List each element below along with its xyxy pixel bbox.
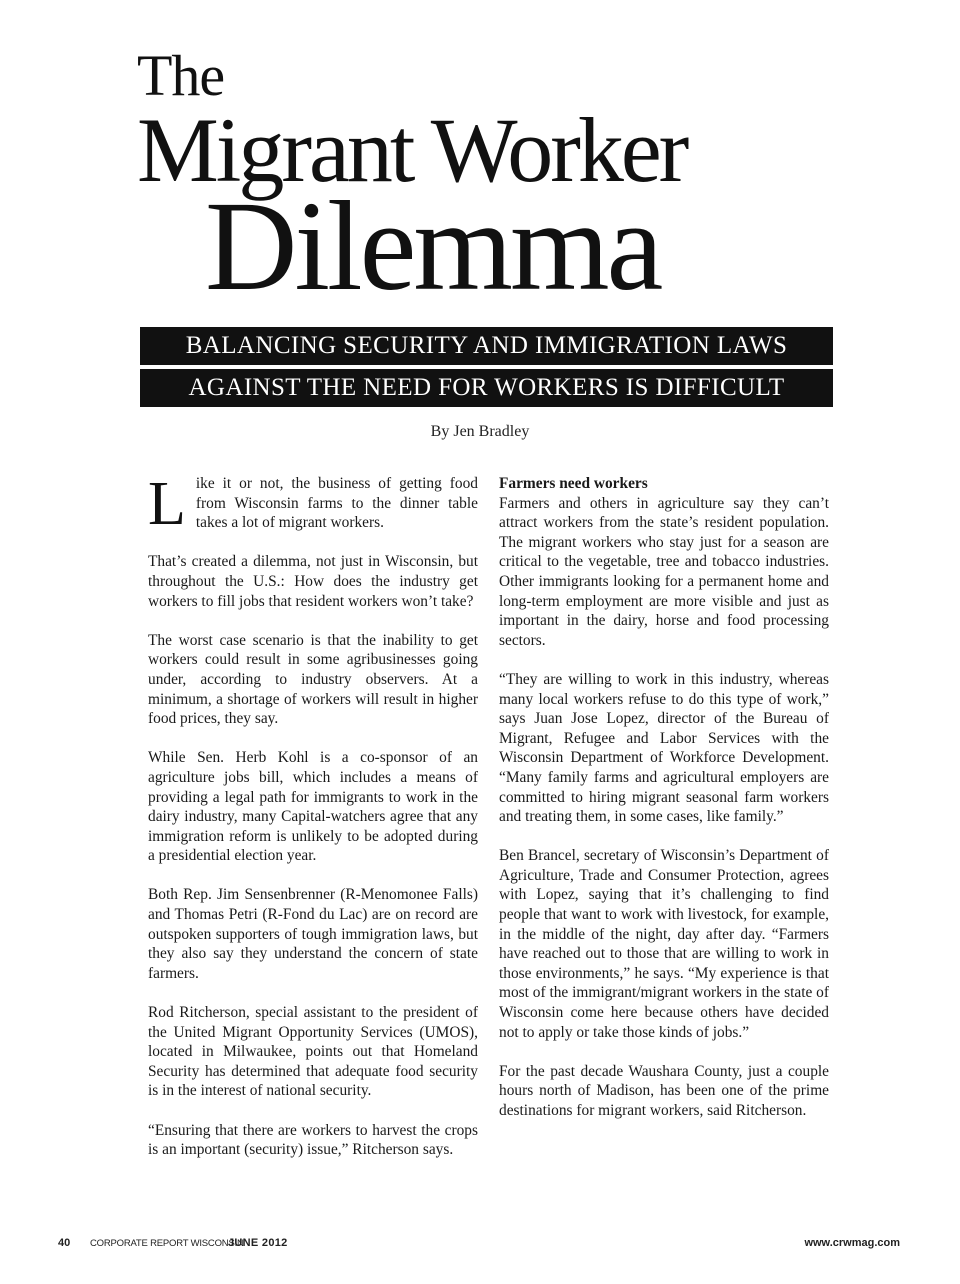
right-column [499, 474, 829, 1140]
paragraph [148, 470, 478, 538]
paragraph: That’s created a dilemma, not just in Wisconsin, but throughout the U.S.: How does the industry get workers to fill jobs that resident workers won’t take? [148, 553, 478, 610]
subhead-line-1: BALANCING SECURITY AND IMMIGRATION LAWS [140, 327, 833, 365]
page-footer [58, 1237, 900, 1253]
paragraph: Ben Brancel, secretary of Wisconsin’s Department of Agriculture, Trade and Consumer Protection, agrees with Lopez, saying that it’s challenging to find people that want to work with livestock, for example, in the middle of the night, day after day. “Farmers have reached out to those that are willing to work in those environments,” he says. “My experience is that most of the immigrant/migrant workers in the state of Wisconsin come here because others have decided not to apply or take those kinds of jobs.” [499, 847, 829, 1041]
title-line-the: The [137, 43, 225, 108]
subhead-line-2: AGAINST THE NEED FOR WORKERS IS DIFFICULT [140, 369, 833, 407]
paragraph: “Ensuring that there are workers to harvest the crops is an important (security) issue,” Ritcherson says. [148, 1121, 478, 1159]
byline: By Jen Bradley [430, 423, 530, 440]
drop-cap: L [148, 470, 186, 538]
paragraph: Farmers and others in agriculture say they can’t attract workers from the state’s resident population. The migrant workers who stay just for a season are critical to the vegetable, tree and tobacco industries. Other immigrants looking for a permanent home and long-term employment are more visible and just as important in the dairy, horse and food processing sectors. [499, 494, 829, 649]
title-line-dilemma: Dilemma [205, 175, 661, 317]
publication-name: CORPORATE REPORT WISCONSIN [90, 1238, 244, 1249]
paragraph-text: ike it or not, the business of getting food from Wisconsin farms to the dinner table takes a lot of migrant workers. [195, 475, 478, 532]
paragraph: The worst case scenario is that the inability to get workers could result in some agribusinesses going under, according to industry observers. At a minimum, a shortage of workers will result in higher food prices, they say. [148, 631, 478, 728]
section-subtitle: Farmers need workers [499, 475, 648, 492]
left-column [148, 470, 478, 1179]
title-line-migrant-worker: Migrant Worker [137, 99, 687, 201]
paragraph: Rod Ritcherson, special assistant to the president of the United Migrant Opportunity Services (UMOS), located in Milwaukee, points out that Homeland Security has determined that adequate food security is in the interest of national security. [148, 1004, 478, 1100]
paragraph: Both Rep. Jim Sensenbrenner (R-Menomonee Falls) and Thomas Petri (R-Fond du Lac) are on record are outspoken supporters of tough immigration laws, but they also say they understand the concern of state farmers. [148, 886, 478, 982]
page-number: 40 [58, 1237, 71, 1249]
website-link[interactable]: www.crwmag.com [804, 1237, 900, 1249]
paragraph: While Sen. Herb Kohl is a co-sponsor of an agriculture jobs bill, which includes a means of providing a legal path for immigrants to work in the dairy industry, many Capital-watchers agree that any immigration reform is unlikely to be adopted during a presidential election year. [148, 749, 478, 865]
paragraph: “They are willing to work in this industry, whereas many local workers refuse to do this type of work,” says Juan Jose Lopez, director of the Bureau of Migrant, Refugee and Labor Services with the Wisconsin Department of Workforce Development. “Many family farms and agricultural employers are committed to hiring migrant seasonal farm workers and treating them, in some cases, like family.” [499, 670, 829, 826]
paragraph: For the past decade Waushara County, just a couple hours north of Madison, has been one of the prime destinations for migrant workers, said Ritcherson. [499, 1062, 829, 1119]
issue-date: JUNE 2012 [228, 1237, 288, 1249]
